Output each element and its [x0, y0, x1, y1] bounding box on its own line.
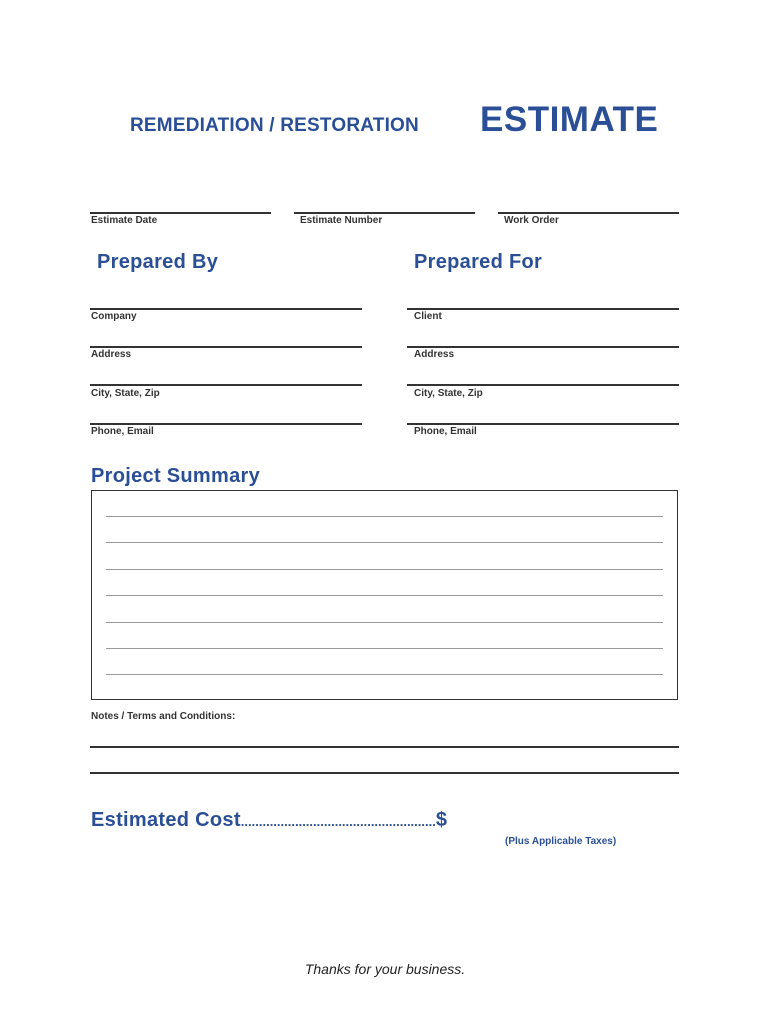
- by-address-field[interactable]: [90, 346, 362, 348]
- prepared-by-heading: Prepared By: [97, 251, 219, 273]
- summary-line: [106, 622, 663, 623]
- work-order-label: Work Order: [504, 215, 559, 226]
- estimated-cost-label: Estimated Cost: [91, 809, 241, 831]
- summary-line: [106, 674, 663, 675]
- summary-line: [106, 595, 663, 596]
- document-title: [130, 100, 690, 144]
- by-city-state-zip-field[interactable]: [90, 384, 362, 386]
- by-phone-email-field[interactable]: [90, 423, 362, 425]
- notes-line-1[interactable]: [90, 746, 679, 748]
- for-address-label: Address: [414, 349, 455, 360]
- project-summary-box[interactable]: [91, 490, 678, 700]
- estimated-cost-row: [91, 809, 447, 832]
- thanks-message: Thanks for your business.: [304, 961, 466, 977]
- estimate-date-field[interactable]: [90, 212, 271, 214]
- estimate-date-label: Estimate Date: [91, 215, 158, 226]
- notes-label: Notes / Terms and Conditions:: [91, 711, 236, 722]
- company-label: Company: [91, 311, 137, 322]
- client-field[interactable]: [407, 308, 679, 310]
- title-prefix: REMEDIATION / RESTORATION: [130, 115, 419, 136]
- for-phone-email-field[interactable]: [407, 423, 679, 425]
- work-order-field[interactable]: [498, 212, 679, 214]
- for-city-state-zip-field[interactable]: [407, 384, 679, 386]
- summary-line: [106, 542, 663, 543]
- for-phone-email-label: Phone, Email: [414, 426, 477, 437]
- project-summary-heading: Project Summary: [91, 465, 261, 487]
- taxes-note: (Plus Applicable Taxes): [505, 836, 617, 847]
- for-city-state-zip-label: City, State, Zip: [414, 388, 483, 399]
- by-phone-email-label: Phone, Email: [91, 426, 154, 437]
- title-main: ESTIMATE: [480, 100, 659, 139]
- cost-currency-symbol[interactable]: $: [435, 809, 447, 831]
- company-field[interactable]: [90, 308, 362, 310]
- for-address-field[interactable]: [407, 346, 679, 348]
- by-city-state-zip-label: City, State, Zip: [91, 388, 160, 399]
- summary-line: [106, 569, 663, 570]
- prepared-for-heading: Prepared For: [414, 251, 543, 273]
- client-label: Client: [414, 311, 442, 322]
- cost-leader-dots: ......................................................: [240, 814, 436, 829]
- estimate-number-label: Estimate Number: [300, 215, 383, 226]
- summary-line: [106, 516, 663, 517]
- notes-line-2[interactable]: [90, 772, 679, 774]
- estimate-number-field[interactable]: [294, 212, 475, 214]
- summary-line: [106, 648, 663, 649]
- by-address-label: Address: [91, 349, 132, 360]
